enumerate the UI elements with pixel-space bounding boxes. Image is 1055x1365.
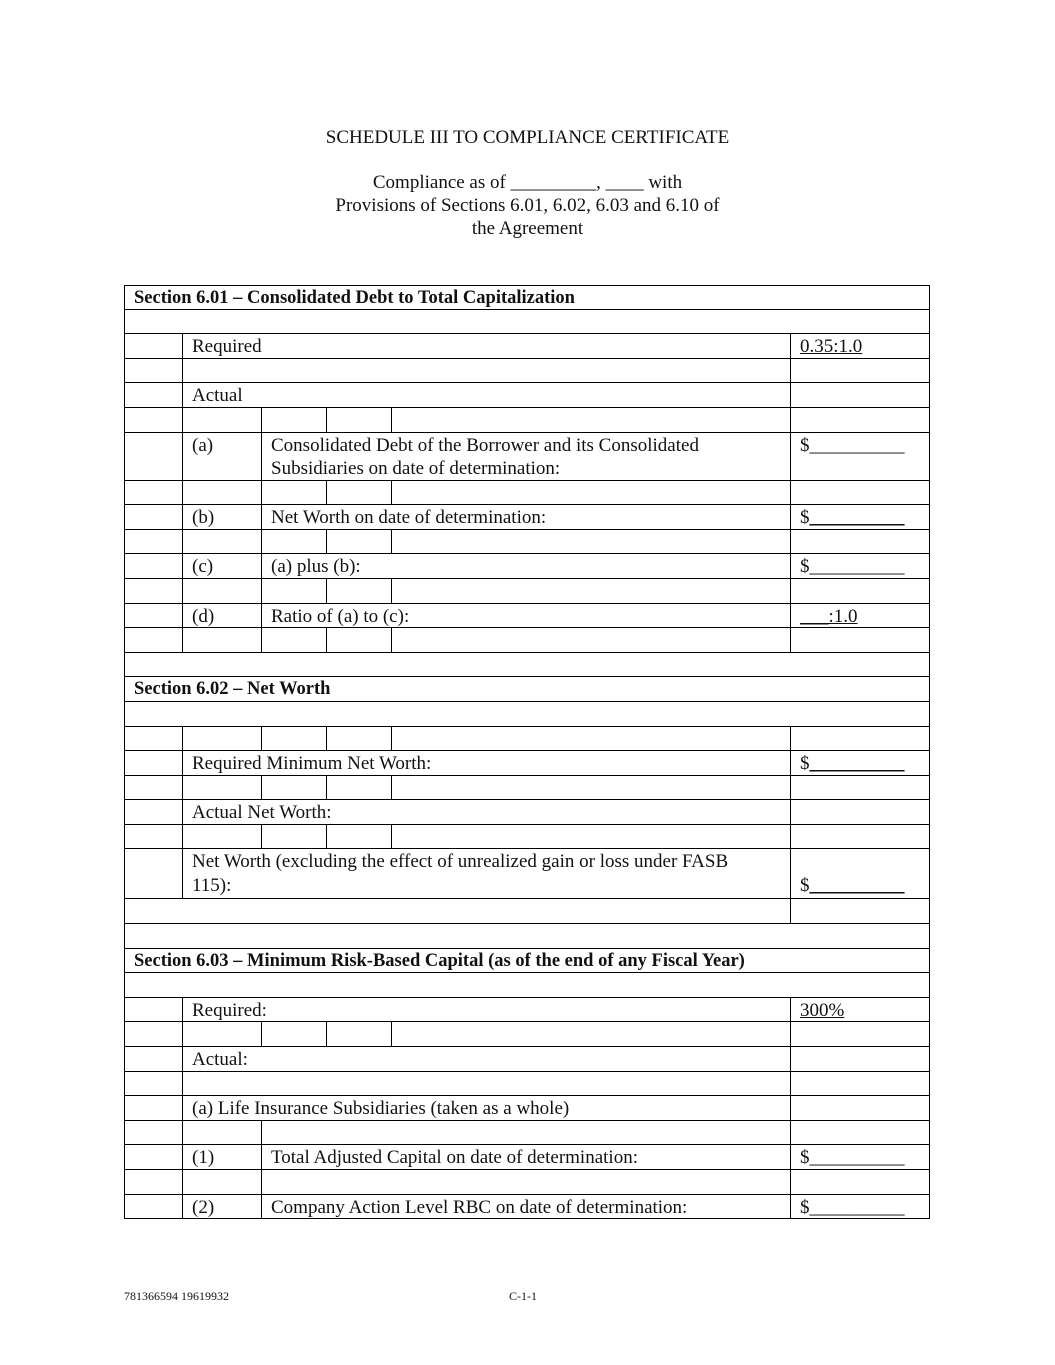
s603-actual-label: Actual:: [192, 1049, 248, 1071]
s601-a-value: $__________: [800, 434, 905, 456]
blank-row: [124, 310, 930, 335]
blank-row: [124, 408, 930, 433]
s601-required-row: [124, 334, 930, 359]
blank-row: [124, 899, 930, 924]
s601-required-label: Required: [192, 336, 262, 358]
s603-item1-desc: Total Adjusted Capital on date of determination:: [271, 1147, 638, 1169]
s603-item2-letter: (2): [192, 1196, 215, 1218]
s602-required-label: Required Minimum Net Worth:: [192, 753, 432, 775]
compliance-intro: [0, 171, 1055, 240]
blank-row: [124, 359, 930, 384]
s602-nw-prefix: $: [800, 875, 810, 897]
intro-line-2: Provisions of Sections 6.01, 6.02, 6.03 and 6.10 of: [335, 195, 720, 216]
intro-line-3: the Agreement: [471, 218, 584, 239]
blank-row: [124, 702, 930, 727]
blank-row: [124, 727, 930, 752]
s601-actual-label: Actual: [192, 385, 243, 407]
s601-d-row: [124, 604, 930, 629]
blank-row: [124, 628, 930, 653]
s601-b-value: [800, 506, 905, 529]
schedule-title: SCHEDULE III TO COMPLIANCE CERTIFICATE: [325, 127, 730, 148]
section-601-heading: Section 6.01 – Consolidated Debt to Total Capitalization: [134, 288, 575, 308]
compliance-table: [124, 285, 930, 1219]
s603-required-label: Required:: [192, 999, 267, 1021]
s601-c-row: [124, 554, 930, 579]
blank-row: [124, 530, 930, 555]
section-602-heading: Section 6.02 – Net Worth: [134, 679, 331, 700]
s603-item2-row: [124, 1195, 930, 1220]
blank-row: [124, 1121, 930, 1146]
s603-life-row: [124, 1096, 930, 1121]
section-602-heading-row: [124, 677, 930, 702]
s602-nw-line1: Net Worth (excluding the effect of unrealized gain or loss under FASB: [192, 851, 729, 873]
blank-row: [124, 825, 930, 850]
s601-b-desc: Net Worth on date of determination:: [271, 507, 547, 529]
s601-b-row: [124, 505, 930, 530]
s601-a-line2: Subsidiaries on date of determination:: [271, 457, 561, 479]
s602-nw-value: [800, 874, 905, 897]
s601-actual-row: [124, 383, 930, 408]
blank-row: [124, 1170, 930, 1195]
s601-c-value: $__________: [800, 556, 905, 578]
blank-row: [124, 579, 930, 604]
blank-row: [124, 1072, 930, 1097]
s602-nw-line2: 115):: [192, 875, 232, 897]
s602-required-prefix: $: [800, 753, 810, 775]
s601-a-letter: (a): [192, 434, 214, 456]
blank-row: [124, 924, 930, 949]
s601-required-value: 0.35:1.0: [800, 336, 863, 358]
s603-item1-row: [124, 1145, 930, 1170]
blank-row: [124, 973, 930, 998]
blank-row: [124, 1022, 930, 1047]
s601-d-value: ___:1.0: [800, 605, 858, 627]
s603-actual-row: [124, 1047, 930, 1072]
s603-required-value: 300%: [800, 999, 845, 1021]
s602-required-value: [800, 752, 905, 775]
s603-item1-letter: (1): [192, 1147, 215, 1169]
footer-doc-id: 781366594 19619932: [124, 1289, 229, 1303]
s603-item1-value: $__________: [800, 1147, 905, 1169]
footer-page-number: C-1-1: [509, 1289, 537, 1303]
s602-actual-row: [124, 800, 930, 825]
s601-a-line1: Consolidated Debt of the Borrower and its Consolidated: [271, 434, 699, 456]
blank-row: [124, 776, 930, 801]
s602-actual-label: Actual Net Worth:: [192, 802, 332, 824]
s601-a-row: [124, 433, 930, 481]
blank-row: [124, 481, 930, 506]
section-603-heading: Section 6.03 – Minimum Risk-Based Capital (as of the end of any Fiscal Year): [134, 950, 745, 971]
s603-life-label: (a) Life Insurance Subsidiaries (taken as a whole): [192, 1098, 570, 1120]
s601-c-desc: (a) plus (b):: [271, 556, 361, 578]
s603-required-row: [124, 998, 930, 1023]
s601-b-value-prefix: $: [800, 507, 810, 529]
s601-b-value-blank: __________: [809, 507, 905, 529]
s602-required-row: [124, 751, 930, 776]
intro-line-1: Compliance as of _________, ____ with: [372, 172, 683, 193]
s602-net-worth-row: [124, 849, 930, 899]
s601-b-letter: (b): [192, 507, 215, 529]
section-603-heading-row: [124, 949, 930, 974]
section-601-heading-row: [124, 285, 930, 310]
s601-c-letter: (c): [192, 556, 214, 578]
s601-d-desc: Ratio of (a) to (c):: [271, 605, 410, 627]
s602-nw-blank: __________: [809, 875, 905, 897]
blank-row: [124, 653, 930, 678]
s603-item2-desc: Company Action Level RBC on date of determination:: [271, 1196, 688, 1218]
s602-required-blank: __________: [809, 753, 905, 775]
s601-d-letter: (d): [192, 605, 215, 627]
s603-item2-value: $__________: [800, 1196, 905, 1218]
